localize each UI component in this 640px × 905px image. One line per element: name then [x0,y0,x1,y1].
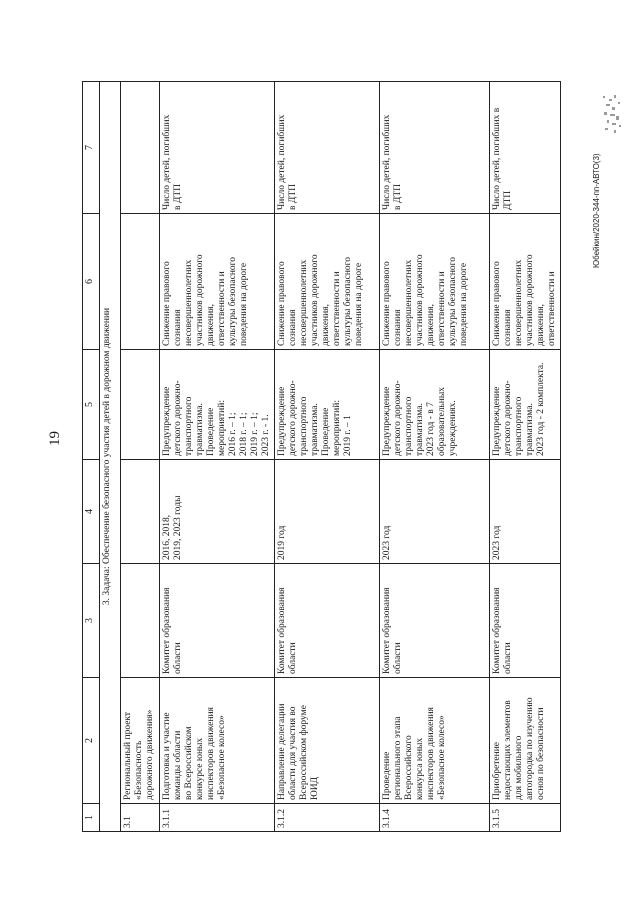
task-heading: 3. Задача: Обеспечение безопасного участия детей в дорожном движении [100,82,121,832]
row-indicator: Число детей, погибших в ДТП [380,82,490,214]
row-result: Предупреждение детского дорожно- транспортного травматизма. 2023 год - 2 комплекта. [490,350,561,460]
row-indicator: Число детей, погибших в ДТП [275,82,380,214]
row-result: Предупреждение детского дорожно- транспортного травматизма. Проведение мероприятий: 2016 г. – 1; 2018 г. – 1; 2019 г. – 1; 2023 г. - 1. [160,350,275,460]
row-indicator: Число детей, погибших в ДТП [490,82,561,214]
row-indicator: Число детей, погибших в ДТП [160,82,275,214]
task-heading-row [100,82,121,832]
row-number: 3.1.5 [490,804,561,832]
row-executor: Комитет образования области [380,564,490,678]
row-number: 3.1.1 [160,804,275,832]
row-period [121,460,160,564]
column-header: 1 [83,804,100,832]
row-name: Приобретение недостающих элементов для мобильного автогородка по изучению основ по безопасности [490,678,561,804]
row-name: Проведение регионального этапа Всероссийского конкурса юных инспекторов движения «Безопасное колесо» [380,678,490,804]
row-effect: Снижение правового сознания несовершеннолетних участников дорожного движения, ответственности и культуры безопасного поведения на дороге [160,214,275,350]
document-viewport [82,82,557,832]
row-period: 2019 год [275,460,380,564]
row-effect: Снижение правового сознания несовершеннолетних участников дорожного движения, ответственности и культуры безопасного поведения на дороге [380,214,490,350]
row-result: Предупреждение детского дорожно- транспортного травматизма. 2023 год - в 7 образовательных учреждениях. [380,350,490,460]
row-executor [121,564,160,678]
table-header-row [83,82,100,832]
table-row [490,82,561,832]
column-header: 4 [83,460,100,564]
row-effect [121,214,160,350]
table-row [121,82,160,832]
row-result [121,350,160,460]
column-header: 6 [83,214,100,350]
row-period: 2023 год [490,460,561,564]
row-number: 3.1.4 [380,804,490,832]
row-name: Направление делегации области для участия во Всероссийском форуме ЮИД [275,678,380,804]
rotated-page-content [82,82,557,832]
row-executor: Комитет образования области [275,564,380,678]
row-indicator [121,82,160,214]
table-row [380,82,490,832]
row-name: Подготовка и участие команды области во Всероссийском конкурсе юных инспекторов движения «Безопасное колесо» [160,678,275,804]
row-executor: Комитет образования области [490,564,561,678]
program-table [82,81,561,832]
column-header: 3 [83,564,100,678]
row-period: 2016, 2018, 2019, 2023 годы [160,460,275,564]
document-code: Юбейкин/2020-344-пп-АВТО(3) [592,153,601,268]
row-executor: Комитет образования области [160,564,275,678]
column-header: 5 [83,350,100,460]
row-number: 3.1.2 [275,804,380,832]
scan-noise-mark [600,92,624,138]
column-header: 2 [83,678,100,804]
row-result: Предупреждение детского дорожно- транспортного травматизма. Проведение мероприятий: 2019 г. – 1 [275,350,380,460]
row-effect: Снижение правового сознания несовершеннолетних участников дорожного движения, ответственности и [490,214,561,350]
table-row [160,82,275,832]
row-period: 2023 год [380,460,490,564]
row-name: Региональный проект «Безопасность дорожного движения» [121,678,160,804]
row-effect: Снижение правового сознания несовершеннолетних участников дорожного движения, ответственности и культуры безопасного поведения на дороге [275,214,380,350]
page-number: 19 [47,431,63,446]
table-row [275,82,380,832]
column-header: 7 [83,82,100,214]
row-number: 3.1 [121,804,160,832]
